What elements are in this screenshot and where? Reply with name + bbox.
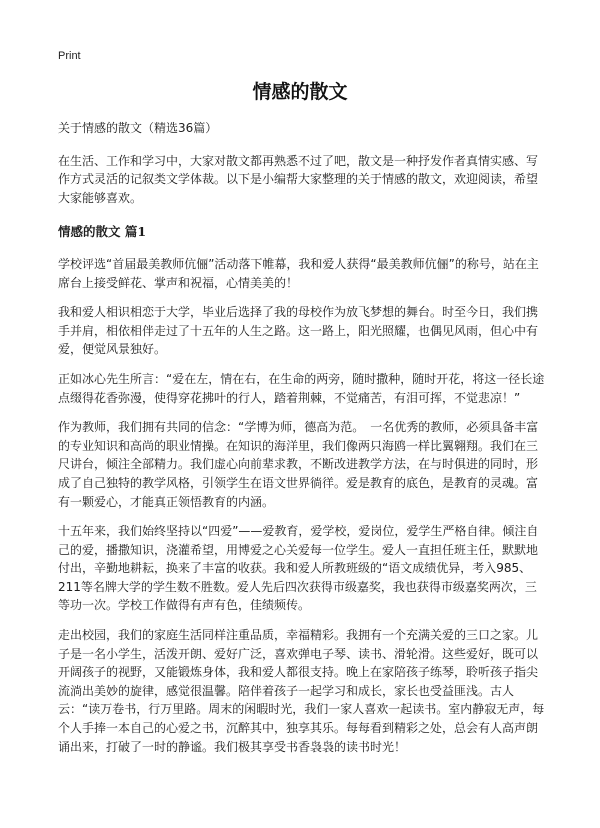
section-heading: 情感的散文 篇1 [58,224,147,240]
article-body [58,119,548,767]
article-paragraph: 走出校园，我们的家庭生活同样注重品质，幸福精彩。我拥有一个充满关爱的三口之家。儿子是一名小学生，活泼开朗、爱好广泛，喜欢弹电子琴、读书、滑轮滑。这些爱好，既可以开阔孩子的视野，又能锻炼身体，我和爱人都很支持。晚上在家陪孩子练琴，聆听孩子指尖流淌出美妙的旋律，感觉很温馨。陪伴着孩子一起学习和成长，家长也受益匪浅。古人云：“读万卷书，行万里路。周末的闲暇时光，我们一家人喜欢一起读书。室内静寂无声，每个人手捧一本自己的心爱之书，沉醉其中，独享其乐。每每看到精彩之处，总会有人高声朗诵出来，打破了一时的静谧。我们极其享受书香袅袅的读书时光！ [58,628,545,754]
article-paragraph: 作为教师，我们拥有共同的信念：“学博为师，德高为范。 一名优秀的教师，必须具备丰富的专业知识和高尚的职业情操。在知识的海洋里，我们像两只海鸥一样比翼翱翔。我们在三尺讲台，倾注全部精力。我们虚心向前辈求教，不断改进教学方法，在与时俱进的同时，形成了自己独特的教学风格，引领学生在语文世界徜徉。爱是教育的底色，是教育的灵魂。富有一颗爱心，才能真正领悟教育的内涵。 [58,420,539,509]
article-paragraph: 十五年来，我们始终坚持以“四爱”——爱教育，爱学校，爱岗位，爱学生严格自律。倾注自己的爱，播撒知识，浇灌希望，用博爱之心关爱每一位学生。爱人一直担任班主任，默默地付出，辛勤地耕耘，换来了丰富的收获。我和爱人所教班级的“语文成绩优异，考入985、211等名牌大学的学生数不胜数。爱人先后四次获得市级嘉奖，我也获得市级嘉奖两次，三等功一次。学校工作做得有声有色，佳绩频传。 [58,524,539,613]
page-title: 情感的散文 [252,81,348,103]
article-paragraph: 正如冰心先生所言：“爱在左，情在右，在生命的两旁，随时撒种，随时开花，将这一径长途点缀得花香弥漫，使得穿花拂叶的行人，踏着荆棘，不觉痛苦，有泪可挥，不觉悲凉！” [58,371,545,405]
article-paragraph: 学校评选“首届最美教师伉俪”活动落下帷幕，我和爱人获得“最美教师伉俪”的称号，站在主席台上接受鲜花、掌声和祝福，心情美美的！ [58,256,539,290]
print-link[interactable]: Print [58,50,81,62]
article-paragraph: 我和爱人相识相恋于大学，毕业后选择了我的母校作为放飞梦想的舞台。时至今日，我们携手并肩，相依相伴走过了十五年的人生之路。这一路上，阳光照耀，也偶见风雨，但心中有爱，便觉风景独好。 [58,305,539,357]
intro-paragraph: 在生活、工作和学习中，大家对散文都再熟悉不过了吧，散文是一种抒发作者真情实感、写作方式灵活的记叙类文学体裁。以下是小编帮大家整理的关于情感的散文，欢迎阅读，希望大家能够喜欢。 [58,153,539,205]
document-subtitle: 关于情感的散文（精选36篇） [58,121,218,135]
